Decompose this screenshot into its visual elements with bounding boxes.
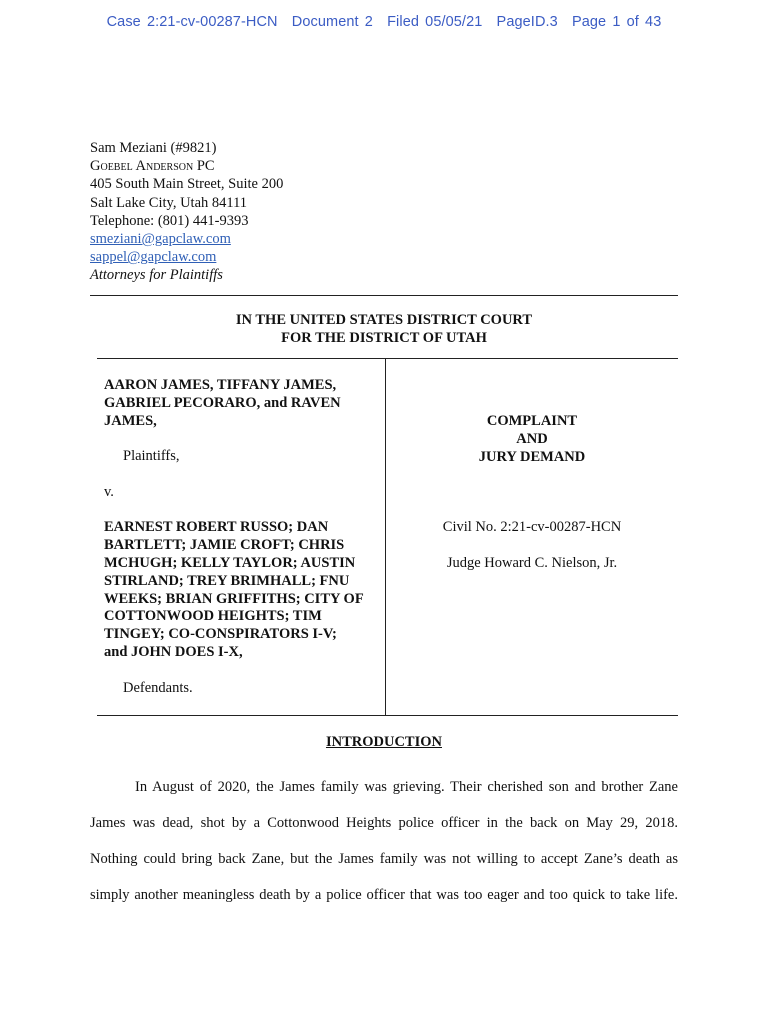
defendants-line: BARTLETT; JAMIE CROFT; CHRIS bbox=[104, 537, 345, 554]
document-type bbox=[386, 412, 678, 466]
defendants-line: COTTONWOOD HEIGHTS; TIM bbox=[104, 608, 322, 625]
document-type-line: COMPLAINT bbox=[486, 413, 578, 429]
paragraph-line: Nothing could bring back Zane, but the James family was not willing to accept Zane’s death as bbox=[90, 851, 678, 867]
defendants-line: EARNEST ROBERT RUSSO; DAN bbox=[104, 519, 329, 536]
caption-top-rule bbox=[97, 358, 678, 359]
case-number-stamp: Case 2:21-cv-00287-HCN bbox=[106, 14, 278, 30]
law-firm-name: Goebel Anderson PC bbox=[90, 158, 215, 175]
page-number-stamp: Page 1 of 43 bbox=[571, 14, 662, 30]
address-line-2: Salt Lake City, Utah 84111 bbox=[90, 194, 248, 211]
defendants-line: STIRLAND; TREY BRIMHALL; FNU bbox=[104, 572, 350, 589]
introduction-paragraph bbox=[90, 769, 678, 913]
plaintiffs-line: GABRIEL PECORARO, and RAVEN bbox=[104, 394, 341, 411]
court-title-line-1: IN THE UNITED STATES DISTRICT COURT bbox=[235, 312, 533, 328]
defendants-names bbox=[104, 519, 380, 661]
civil-case-number: Civil No. 2:21-cv-00287-HCN bbox=[442, 519, 622, 535]
document-number-stamp: Document 2 bbox=[291, 14, 373, 30]
defendants-line: WEEKS; BRIAN GRIFFITHS; CITY OF bbox=[104, 590, 364, 607]
caption-bottom-rule bbox=[97, 715, 678, 716]
introduction-heading: INTRODUCTION bbox=[325, 734, 442, 750]
defendants-label: Defendants. bbox=[123, 679, 193, 696]
plaintiffs-label: Plaintiffs, bbox=[123, 448, 180, 465]
paragraph-line: James was dead, shot by a Cottonwood Heights police officer in the back on May 29, 2018. bbox=[90, 815, 678, 831]
defendants-line: MCHUGH; KELLY TAYLOR; AUSTIN bbox=[104, 554, 356, 571]
attorney-role: Attorneys for Plaintiffs bbox=[90, 267, 223, 284]
plaintiffs-names bbox=[104, 377, 380, 430]
email-link-2[interactable]: sappel@gapclaw.com bbox=[90, 249, 217, 266]
court-title bbox=[90, 311, 678, 347]
paragraph-line: In August of 2020, the James family was grieving. Their cherished son and brother Zane bbox=[135, 779, 678, 795]
assigned-judge: Judge Howard C. Nielson, Jr. bbox=[446, 555, 618, 571]
telephone: Telephone: (801) 441-9393 bbox=[90, 212, 249, 229]
document-type-line: JURY DEMAND bbox=[478, 449, 586, 465]
counsel-block bbox=[90, 139, 283, 285]
plaintiffs-line: AARON JAMES, TIFFANY JAMES, bbox=[104, 377, 337, 393]
plaintiffs-line: JAMES, bbox=[104, 412, 157, 429]
filing-stamp-header bbox=[0, 14, 768, 30]
header-divider bbox=[90, 295, 678, 296]
defendants-line: and JOHN DOES I-X, bbox=[104, 643, 243, 660]
court-title-line-2: FOR THE DISTRICT OF UTAH bbox=[281, 330, 487, 346]
versus-label: v. bbox=[104, 483, 114, 500]
paragraph-line: simply another meaningless death by a police officer that was too eager and too quick to take life. bbox=[90, 887, 678, 903]
filed-date-stamp: Filed 05/05/21 bbox=[387, 14, 483, 30]
defendants-line: TINGEY; CO-CONSPIRATORS I-V; bbox=[104, 626, 337, 643]
attorney-name: Sam Meziani (#9821) bbox=[90, 140, 217, 156]
caption-parties bbox=[104, 377, 380, 697]
email-link-1[interactable]: smeziani@gapclaw.com bbox=[90, 231, 231, 248]
document-type-line: AND bbox=[516, 431, 548, 447]
address-line-1: 405 South Main Street, Suite 200 bbox=[90, 176, 284, 193]
page-id-stamp: PageID.3 bbox=[496, 14, 558, 30]
